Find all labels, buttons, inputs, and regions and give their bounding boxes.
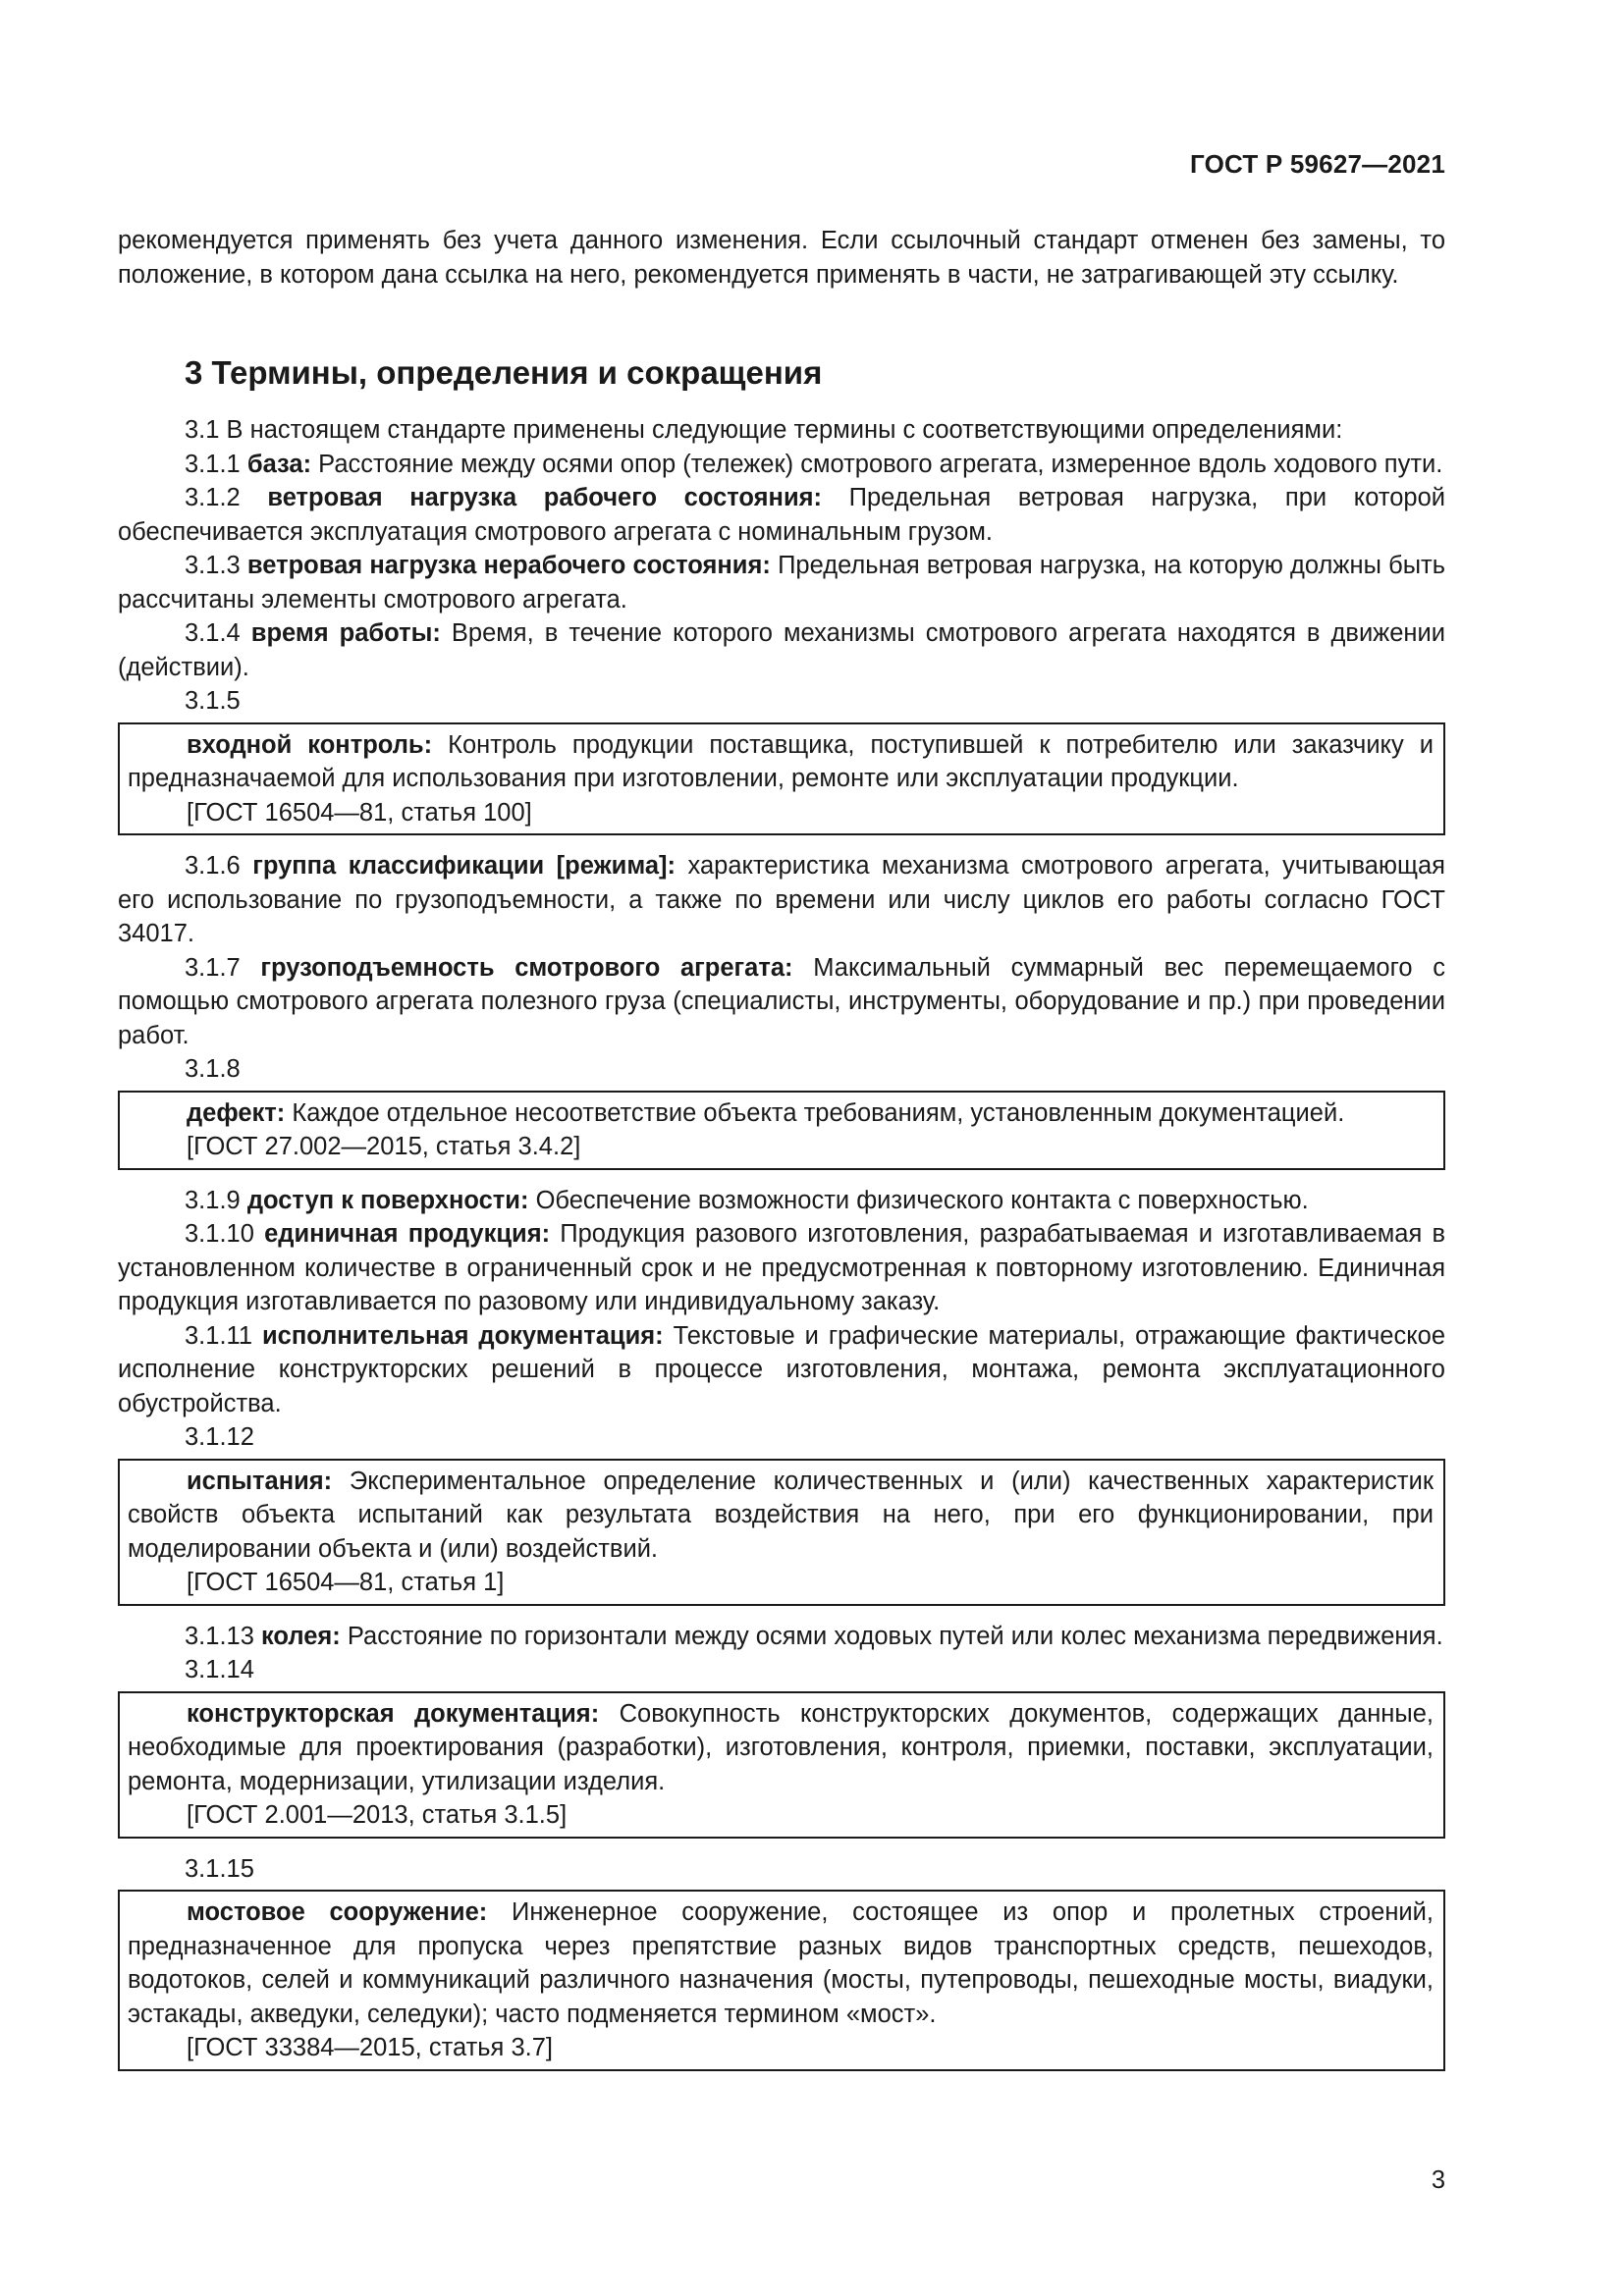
term-definition: Время, в течение которого механизмы смотрового агрегата находятся в движении (действии). [118,619,1445,681]
term-3-1-2 [118,481,1445,549]
term-definition: Текстовые и графические материалы, отражающие фактическое исполнение конструкторских решений в процессе изготовления, монтажа, ремонта эксплуатационного обустройства. [118,1321,1445,1417]
term-name: колея: [261,1622,341,1650]
term-box-3-1-8 [118,1091,1445,1170]
term-number: 3.1.9 [185,1186,241,1214]
term-name: ветровая нагрузка рабочего состояния: [267,484,823,511]
term-definition: Совокупность конструкторских документов, содержащих данные, необходимые для проектирования (разработки), изготовления, контроля, приемки, поставки, эксплуатации, ремонта, модернизации, утилизации изделия. [128,1699,1434,1795]
term-number: 3.1.11 [185,1321,253,1350]
term-definition: характеристика механизма смотрового агрегата, учитывающая его использование по грузоподъемности, а также по времени или числу циклов его работы согласно ГОСТ 34017. [118,852,1445,947]
term-number: 3.1.10 [185,1220,254,1248]
term-number: 3.1.7 [185,953,241,982]
term-name: испытания: [187,1467,333,1495]
term-name: единичная продукция: [264,1220,551,1248]
term-3-1-4 [118,616,1445,684]
term-3-1-14 [128,1697,1434,1799]
term-reference: [ГОСТ 16504—81, статья 1] [187,1569,505,1596]
term-box-3-1-15 [118,1890,1445,2071]
term-number: 3.1.1 [185,450,241,478]
term-3-1-11 [118,1319,1445,1421]
term-3-1-12 [128,1465,1434,1567]
page-number: 3 [1431,2166,1445,2194]
term-reference: [ГОСТ 16504—81, статья 100] [187,798,532,827]
intro-31: 3.1 В настоящем стандарте применены следующие термины с соответствующими определениями: [185,416,1343,444]
term-name: база: [246,450,312,478]
term-definition: Максимальный суммарный вес перемещаемого с помощью смотрового агрегата полезного груза (специалисты, инструменты, оборудование и пр.) при проведении работ. [118,953,1445,1049]
term-3-1-3 [118,549,1445,616]
term-definition: Расстояние между осями опор (тележек) смотрового агрегата, измеренное вдоль ходового пути. [318,450,1443,478]
term-name: исполнительная документация: [261,1321,664,1350]
term-name: группа классификации [режима]: [252,852,677,880]
term-3-1-5 [128,728,1434,796]
intro-paragraph: рекомендуется применять без учета данного изменения. Если ссылочный стандарт отменен без замены, то положение, в котором дана ссылка на него, рекомендуется применять в части, не затрагивающей эту ссылку. [118,227,1445,289]
term-reference: [ГОСТ 27.002—2015, статья 3.4.2] [187,1133,581,1160]
term-definition: Контроль продукции поставщика, поступившей к потребителю или заказчику и предназначаемой для использования при изготовлении, ремонте или эксплуатации продукции. [128,730,1435,792]
term-number: 3.1.3 [185,552,241,579]
term-3-1-9 [118,1184,1445,1218]
term-name: входной контроль: [187,730,433,759]
term-box-3-1-12 [118,1459,1445,1606]
term-box-3-1-14 [118,1691,1445,1839]
term-number-3-1-5: 3.1.5 [185,687,241,715]
term-number: 3.1.6 [185,852,241,880]
term-3-1-7 [118,951,1445,1053]
term-3-1-15 [128,1896,1434,2031]
term-name: время работы: [250,619,441,647]
term-3-1-8 [128,1096,1434,1131]
term-number-3-1-12: 3.1.12 [185,1423,254,1451]
term-number-3-1-8: 3.1.8 [185,1055,241,1083]
term-reference: [ГОСТ 2.001—2013, статья 3.1.5] [187,1801,568,1829]
term-definition: Каждое отдельное несоответствие объекта требованиям, установленным документацией. [292,1098,1345,1127]
section-title: 3 Термины, определения и сокращения [185,354,823,391]
term-definition: Экспериментальное определение количественных и (или) качественных характеристик свойств объекта испытаний как результата воздействия на него, при его функционировании, при моделировании объекта и (или) воздействий. [128,1467,1434,1563]
term-number: 3.1.2 [185,484,241,511]
term-definition: Продукция разового изготовления, разрабатываемая и изготавливаемая в установленном количестве в ограниченный срок и не предусмотренная к повторному изготовлению. Единичная продукция изготавливается по разовому или индивидуальному заказу. [118,1220,1445,1315]
term-number: 3.1.13 [185,1622,254,1650]
document-body [118,224,1445,2085]
term-name: дефект: [187,1098,286,1127]
term-name: ветровая нагрузка нерабочего состояния: [246,552,771,579]
term-number-3-1-14: 3.1.14 [185,1656,254,1683]
term-name: мостовое сооружение: [187,1898,488,1926]
term-name: конструкторская документация: [187,1699,600,1728]
term-definition: Инженерное сооружение, состоящее из опор и пролетных строений, предназначенное для пропуска через препятствие разных видов транспортных средств, пешеходов, водотоков, селей и коммуникаций различного назначения (мосты, путепроводы, пешеходные мосты, виадуки, эстакады, акведуки, селедуки); часто подменяется термином «мост». [128,1898,1434,2028]
term-definition: Предельная ветровая нагрузка, на которую должны быть рассчитаны элементы смотрового агрегата. [118,552,1445,614]
term-3-1-6 [118,849,1445,951]
term-definition: Предельная ветровая нагрузка, при которой обеспечивается эксплуатация смотрового агрегата с номинальным грузом. [118,484,1446,546]
term-number: 3.1.4 [185,619,241,647]
term-box-3-1-5 [118,722,1445,836]
term-definition: Обеспечение возможности физического контакта с поверхностью. [535,1186,1309,1214]
term-3-1-13 [118,1620,1445,1654]
term-number-3-1-15: 3.1.15 [185,1854,254,1883]
term-reference: [ГОСТ 33384—2015, статья 3.7] [187,2034,553,2061]
term-3-1-1 [118,448,1445,482]
term-3-1-10 [118,1217,1445,1319]
term-name: грузоподъемность смотрового агрегата: [260,953,793,982]
term-name: доступ к поверхности: [246,1186,529,1214]
document-id: ГОСТ Р 59627—2021 [1190,149,1445,179]
term-definition: Расстояние по горизонтали между осями ходовых путей или колес механизма передвижения. [347,1622,1443,1650]
